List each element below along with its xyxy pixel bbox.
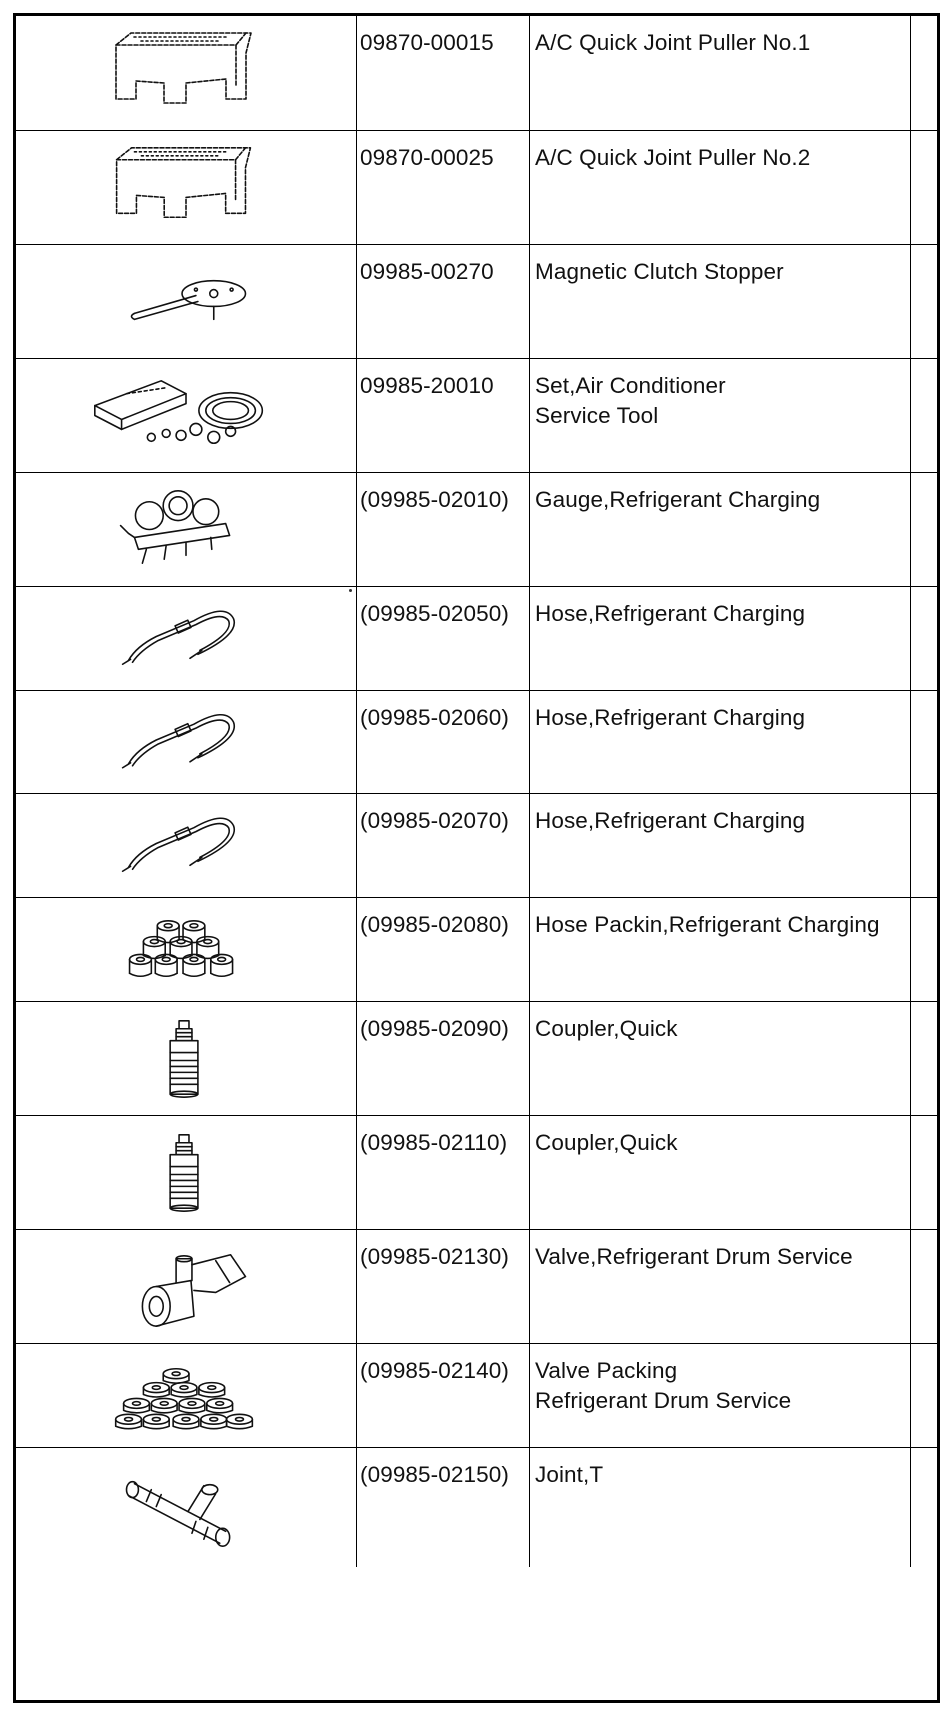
remarks-cell bbox=[911, 1002, 937, 1115]
tool-name-cell bbox=[530, 131, 911, 244]
part-number: 09985-20010 bbox=[360, 373, 494, 398]
tool-illustration-cell bbox=[16, 691, 357, 793]
tool-name-line: Set,Air Conditioner bbox=[535, 373, 726, 398]
tool-name-line: A/C Quick Joint Puller No.1 bbox=[535, 30, 811, 55]
part-number-cell bbox=[357, 587, 530, 690]
table-row bbox=[16, 130, 937, 244]
part-number-cell bbox=[357, 245, 530, 358]
part-number: (09985-02080) bbox=[360, 912, 509, 937]
tool-name bbox=[535, 28, 810, 58]
part-number-cell bbox=[357, 473, 530, 586]
tool-illustration-cell bbox=[16, 1344, 357, 1447]
part-number-cell bbox=[357, 16, 530, 130]
tool-name bbox=[535, 1460, 603, 1490]
tool-name-line: Coupler,Quick bbox=[535, 1016, 678, 1041]
tool-name-line: Valve Packing bbox=[535, 1358, 678, 1383]
tool-name-cell bbox=[530, 16, 911, 130]
tool-name bbox=[535, 485, 820, 515]
tool-name bbox=[535, 1128, 678, 1158]
tool-name-line: Valve,Refrigerant Drum Service bbox=[535, 1244, 853, 1269]
tool-illustration-cell bbox=[16, 473, 357, 586]
table-row bbox=[16, 472, 937, 586]
tool-name-cell bbox=[530, 1116, 911, 1229]
tool-name-cell bbox=[530, 1344, 911, 1447]
part-number: (09985-02070) bbox=[360, 808, 509, 833]
remarks-cell bbox=[911, 473, 937, 586]
table-row bbox=[16, 1001, 937, 1115]
tool-name bbox=[535, 1014, 678, 1044]
table-row bbox=[16, 586, 937, 690]
part-number-cell bbox=[357, 794, 530, 897]
tool-name bbox=[535, 806, 805, 836]
tool-name bbox=[535, 371, 726, 431]
remarks-cell bbox=[911, 898, 937, 1001]
tool-name-cell bbox=[530, 691, 911, 793]
remarks-cell bbox=[911, 1344, 937, 1447]
part-number: (09985-02010) bbox=[360, 487, 509, 512]
tool-illustration-cell bbox=[16, 587, 357, 690]
tool-illustration-cell bbox=[16, 1002, 357, 1115]
part-number-cell bbox=[357, 1002, 530, 1115]
part-number-cell bbox=[357, 1230, 530, 1343]
part-number-cell bbox=[357, 131, 530, 244]
tool-name-cell bbox=[530, 1002, 911, 1115]
part-number: (09985-02060) bbox=[360, 705, 509, 730]
part-number: (09985-02110) bbox=[360, 1130, 508, 1155]
tool-illustration-cell bbox=[16, 1230, 357, 1343]
tool-name bbox=[535, 910, 880, 940]
remarks-cell bbox=[911, 1230, 937, 1343]
part-number: 09870-00015 bbox=[360, 30, 494, 55]
remarks-cell bbox=[911, 1448, 937, 1567]
remarks-cell bbox=[911, 794, 937, 897]
tool-name-line: Hose,Refrigerant Charging bbox=[535, 808, 806, 833]
table-row bbox=[16, 897, 937, 1001]
tool-name-line: Gauge,Refrigerant Charging bbox=[535, 487, 821, 512]
tool-name-line: Magnetic Clutch Stopper bbox=[535, 259, 784, 284]
remarks-cell bbox=[911, 587, 937, 690]
part-number-cell bbox=[357, 898, 530, 1001]
remarks-cell bbox=[911, 245, 937, 358]
part-number: 09985-00270 bbox=[360, 259, 494, 284]
tool-name-cell bbox=[530, 898, 911, 1001]
remarks-cell bbox=[911, 1116, 937, 1229]
table-row bbox=[16, 1115, 937, 1229]
tool-name-line: Hose,Refrigerant Charging bbox=[535, 705, 806, 730]
tool-illustration-cell bbox=[16, 131, 357, 244]
tool-illustration-cell bbox=[16, 794, 357, 897]
table-row bbox=[16, 793, 937, 897]
tool-illustration-cell bbox=[16, 1116, 357, 1229]
part-number: (09985-02150) bbox=[360, 1462, 509, 1487]
table-row bbox=[16, 244, 937, 358]
table-row bbox=[16, 16, 937, 130]
tool-name-cell bbox=[530, 794, 911, 897]
part-number-cell bbox=[357, 1116, 530, 1229]
table-row bbox=[16, 358, 937, 472]
tool-name-line: A/C Quick Joint Puller No.2 bbox=[535, 145, 811, 170]
tool-illustration-cell bbox=[16, 359, 357, 472]
table-row bbox=[16, 1447, 937, 1567]
remarks-cell bbox=[911, 16, 937, 130]
part-number: (09985-02140) bbox=[360, 1358, 509, 1383]
table-row bbox=[16, 690, 937, 793]
part-number: 09870-00025 bbox=[360, 145, 494, 170]
tool-name-line: Service Tool bbox=[535, 403, 659, 428]
tool-name-cell bbox=[530, 1448, 911, 1567]
tool-illustration-cell bbox=[16, 245, 357, 358]
remarks-cell bbox=[911, 131, 937, 244]
part-number-cell bbox=[357, 691, 530, 793]
tool-name bbox=[535, 257, 784, 287]
tool-name-line: Hose Packin,Refrigerant Charging bbox=[535, 912, 880, 937]
part-number: (09985-02090) bbox=[360, 1016, 509, 1041]
table-row bbox=[16, 1343, 937, 1447]
tool-name bbox=[535, 1356, 791, 1416]
tool-name-cell bbox=[530, 359, 911, 472]
tool-illustration-cell bbox=[16, 1448, 357, 1567]
tool-name-cell bbox=[530, 1230, 911, 1343]
tool-illustration-cell bbox=[16, 898, 357, 1001]
part-number-cell bbox=[357, 1448, 530, 1567]
part-number: (09985-02050) bbox=[360, 601, 509, 626]
special-tools-table bbox=[13, 13, 940, 1703]
tool-name-line: Coupler,Quick bbox=[535, 1130, 678, 1155]
part-number: (09985-02130) bbox=[360, 1244, 509, 1269]
tool-name bbox=[535, 599, 805, 629]
tool-name-line: Refrigerant Drum Service bbox=[535, 1388, 792, 1413]
part-number-cell bbox=[357, 1344, 530, 1447]
tool-name-cell bbox=[530, 587, 911, 690]
tool-name-line: Joint,T bbox=[535, 1462, 604, 1487]
tool-name bbox=[535, 143, 810, 173]
remarks-cell bbox=[911, 691, 937, 793]
tool-name-cell bbox=[530, 245, 911, 358]
tool-name-cell bbox=[530, 473, 911, 586]
remarks-cell bbox=[911, 359, 937, 472]
tool-name-line: Hose,Refrigerant Charging bbox=[535, 601, 806, 626]
table-row bbox=[16, 1229, 937, 1343]
tool-name bbox=[535, 703, 805, 733]
tool-illustration-cell bbox=[16, 16, 357, 130]
tool-name bbox=[535, 1242, 853, 1272]
part-number-cell bbox=[357, 359, 530, 472]
